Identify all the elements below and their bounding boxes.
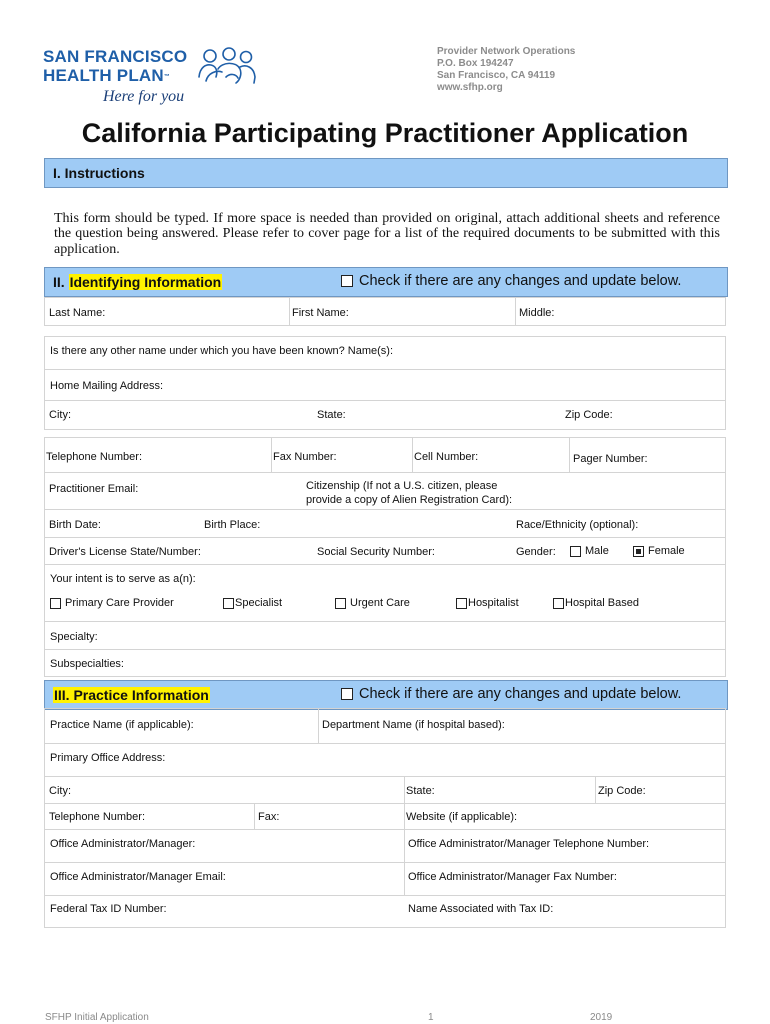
race-field[interactable]: Race/Ethnicity (optional): xyxy=(516,519,639,531)
changes-checkbox[interactable] xyxy=(341,686,681,702)
address-website: www.sfhp.org xyxy=(437,82,503,93)
pager-field[interactable]: Pager Number: xyxy=(573,453,648,465)
last-name-field[interactable]: Last Name: xyxy=(49,307,106,319)
office-admin-email-field[interactable]: Office Administrator/Manager Email: xyxy=(50,871,226,883)
specialty-field[interactable]: Specialty: xyxy=(50,631,98,643)
primary-office-address-field[interactable]: Primary Office Address: xyxy=(50,752,166,764)
city-field[interactable]: City: xyxy=(49,409,71,421)
document-title: California Participating Practitioner Application xyxy=(81,118,689,148)
checkbox-icon[interactable] xyxy=(223,598,234,609)
birth-date-field[interactable]: Birth Date: xyxy=(49,519,101,531)
middle-name-field[interactable]: Middle: xyxy=(519,307,555,319)
citizenship-field-line1[interactable]: Citizenship (If not a U.S. citizen, please xyxy=(306,480,498,492)
checkbox-icon[interactable] xyxy=(456,598,467,609)
provider-network-address xyxy=(437,46,575,94)
home-address-field[interactable]: Home Mailing Address: xyxy=(50,380,164,392)
office-admin-phone-field[interactable]: Office Administrator/Manager Telephone Number: xyxy=(408,838,650,850)
other-name-field[interactable]: Is there any other name under which you have been known? Name(s): xyxy=(50,345,394,357)
tax-id-field[interactable]: Federal Tax ID Number: xyxy=(50,903,167,915)
birth-place-field[interactable]: Birth Place: xyxy=(204,519,261,531)
department-name-field[interactable]: Department Name (if hospital based): xyxy=(322,719,505,731)
address-line: Provider Network Operations xyxy=(437,46,576,57)
checkbox-icon[interactable] xyxy=(50,598,61,609)
ssn-field[interactable]: Social Security Number: xyxy=(317,546,435,558)
intent-label: Your intent is to serve as a(n): xyxy=(50,573,196,585)
citizenship-field-line2: provide a copy of Alien Registration Card): xyxy=(306,494,513,506)
office-admin-field[interactable]: Office Administrator/Manager: xyxy=(50,838,196,850)
checkbox-icon[interactable] xyxy=(570,546,581,557)
section-identifying-header xyxy=(44,267,728,297)
email-field[interactable]: Practitioner Email: xyxy=(49,483,139,495)
website-field[interactable]: Website (if applicable): xyxy=(406,811,518,823)
intent-specialist-option[interactable]: Specialist xyxy=(223,597,282,609)
checkbox-icon[interactable] xyxy=(553,598,564,609)
first-name-field[interactable]: First Name: xyxy=(292,307,349,319)
logo-line-1: SAN FRANCISCO xyxy=(43,47,188,66)
cell-field[interactable]: Cell Number: xyxy=(414,451,479,463)
sfhp-logo xyxy=(43,47,273,111)
instructions-block xyxy=(44,198,728,270)
section-title: II. Identifying Information xyxy=(53,274,222,290)
checkbox-checked-icon[interactable] xyxy=(633,546,644,557)
section-instructions-header xyxy=(44,158,728,188)
telephone-field[interactable]: Telephone Number: xyxy=(46,451,143,463)
address-line: San Francisco, CA 94119 xyxy=(437,70,556,81)
gender-label: Gender: xyxy=(516,546,556,558)
checkbox-label: Check if there are any changes and update below. xyxy=(359,686,682,702)
intent-primary-care-option[interactable]: Primary Care Provider xyxy=(50,597,174,609)
fax-field[interactable]: Fax Number: xyxy=(273,451,337,463)
checkbox-label: Check if there are any changes and update below. xyxy=(359,273,682,289)
subspecialties-field[interactable]: Subspecialties: xyxy=(50,658,124,670)
family-figures-icon xyxy=(196,47,258,85)
intent-urgent-care-option[interactable]: Urgent Care xyxy=(335,597,410,609)
logo-tagline: Here for you xyxy=(103,88,185,105)
intent-hospital-based-option[interactable]: Hospital Based xyxy=(553,597,639,609)
footer-page-number: 1 xyxy=(428,1012,434,1023)
practice-fax-field[interactable]: Fax: xyxy=(258,811,280,823)
checkbox-icon[interactable] xyxy=(335,598,346,609)
checkbox-icon[interactable] xyxy=(341,688,353,700)
practice-state-field[interactable]: State: xyxy=(406,785,435,797)
footer-doc-name: SFHP Initial Application xyxy=(45,1012,149,1023)
instructions-text: This form should be typed. If more space is needed than provided on original, attach additional sheets and reference the question being answered. Please refer to cover page for a list of the required documents to be submitted with this application. xyxy=(54,211,720,257)
address-line: P.O. Box 194247 xyxy=(437,58,514,69)
checkbox-icon[interactable] xyxy=(341,275,353,287)
personal-info-block xyxy=(44,437,726,677)
practice-telephone-field[interactable]: Telephone Number: xyxy=(49,811,146,823)
intent-hospitalist-option[interactable]: Hospitalist xyxy=(456,597,519,609)
practice-name-field[interactable]: Practice Name (if applicable): xyxy=(50,719,194,731)
gender-male-option[interactable]: Male xyxy=(570,545,609,557)
tax-id-name-field[interactable]: Name Associated with Tax ID: xyxy=(408,903,554,915)
practice-zip-field[interactable]: Zip Code: xyxy=(598,785,646,797)
section-title: III. Practice Information xyxy=(54,687,209,703)
changes-checkbox[interactable] xyxy=(341,273,681,289)
section-title: I. Instructions xyxy=(53,165,145,181)
practice-info-block xyxy=(44,708,726,928)
practice-city-field[interactable]: City: xyxy=(49,785,71,797)
drivers-license-field[interactable]: Driver's License State/Number: xyxy=(49,546,201,558)
state-field[interactable]: State: xyxy=(317,409,346,421)
gender-female-option[interactable]: Female xyxy=(633,545,685,557)
logo-line-2: HEALTH PLAN™ xyxy=(43,66,171,85)
address-block xyxy=(44,336,726,430)
footer-year: 2019 xyxy=(590,1012,613,1023)
zip-field[interactable]: Zip Code: xyxy=(565,409,613,421)
section-practice-header xyxy=(44,680,728,710)
office-admin-fax-field[interactable]: Office Administrator/Manager Fax Number: xyxy=(408,871,617,883)
name-row xyxy=(44,297,726,326)
